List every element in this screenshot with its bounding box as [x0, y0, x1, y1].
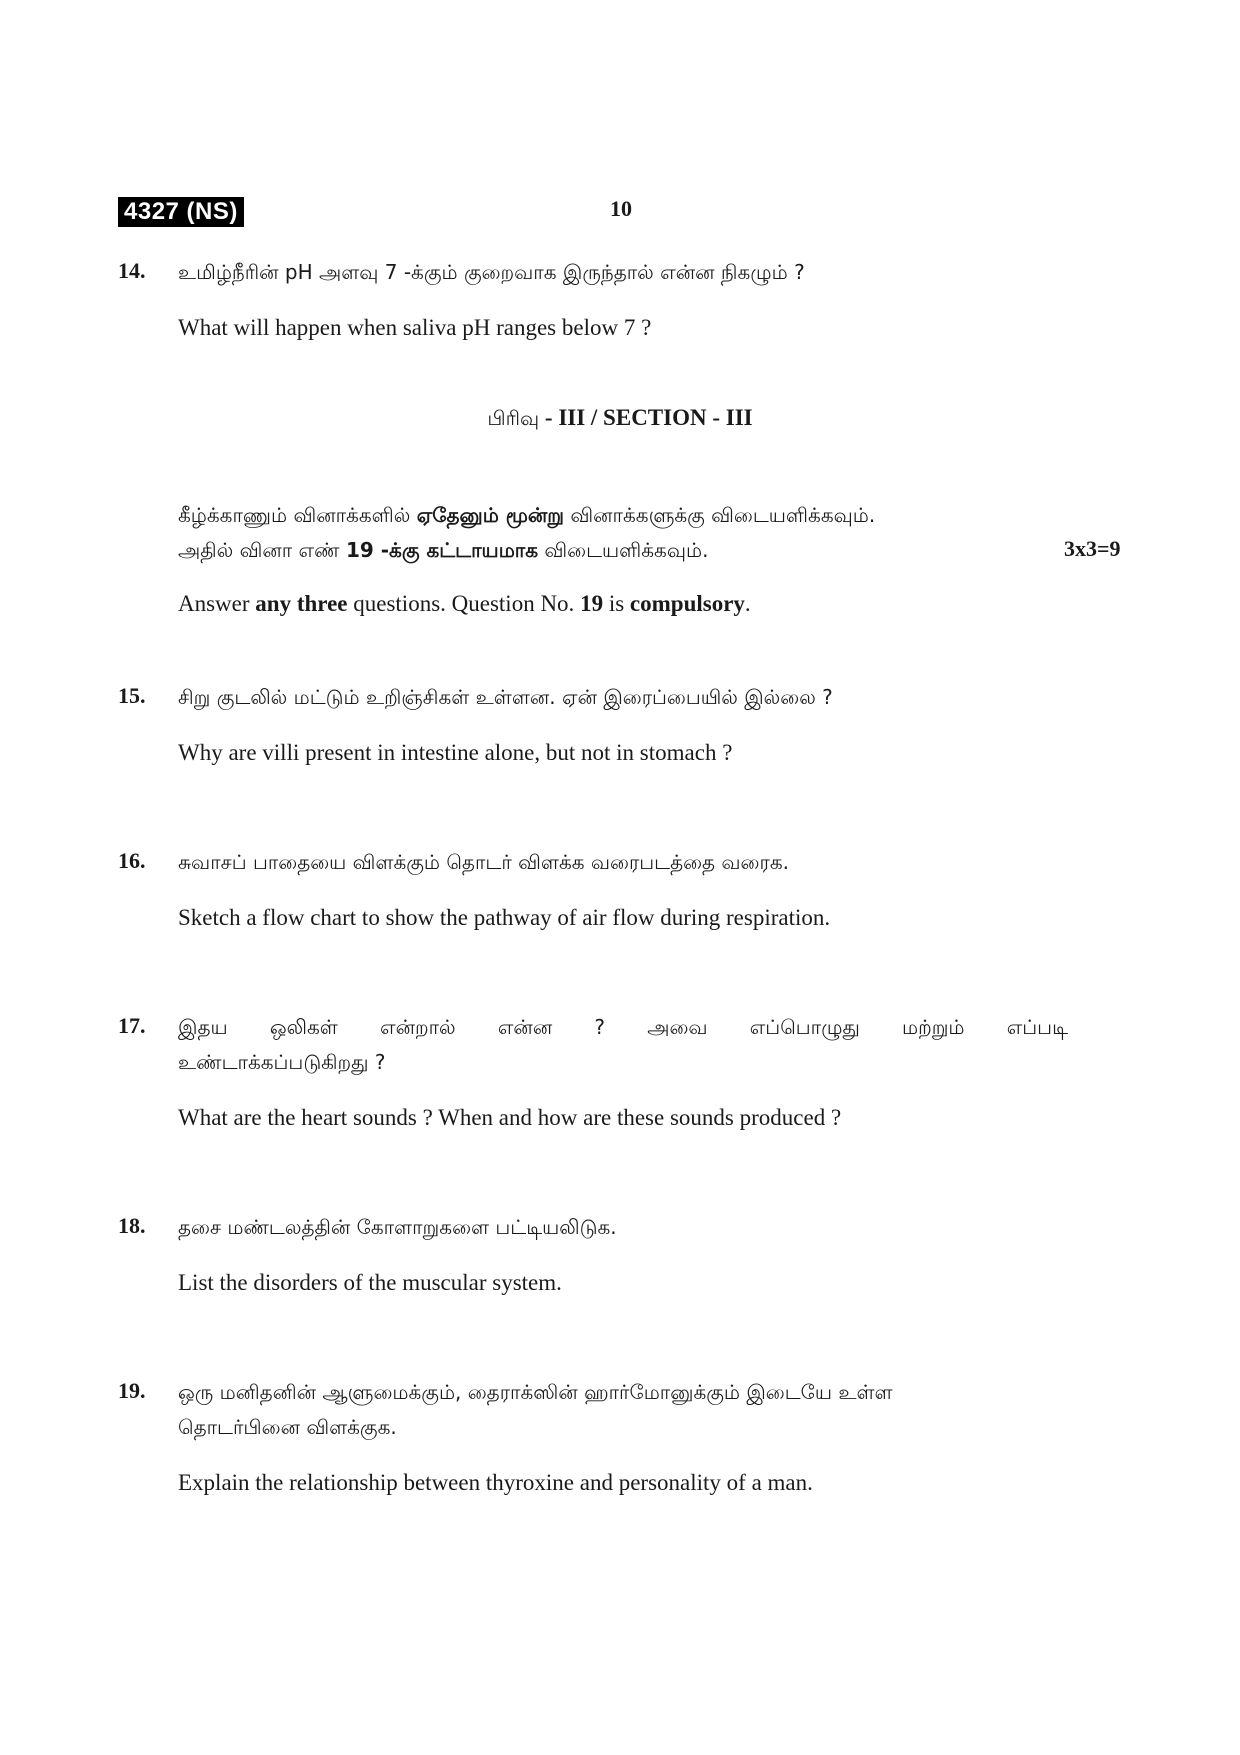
- instr-bold: compulsory: [629, 591, 745, 616]
- paper-code-badge: 4327 (NS): [118, 197, 244, 227]
- question-16-tamil: சுவாசப் பாதையை விளக்கும் தொடர் விளக்க வரைபடத்தை வரைக.: [178, 850, 789, 874]
- question-17-tamil-line-1: இதய ஒலிகள் என்றால் என்ன ? அவை எப்பொழுது மற்றும் எப்படி: [178, 1015, 1068, 1039]
- question-number-14: 14.: [118, 258, 146, 283]
- page-number: 10: [610, 196, 632, 221]
- question-number-16: 16.: [118, 848, 146, 873]
- section-heading-tamil: பிரிவு: [487, 406, 540, 430]
- instructions-english: [178, 588, 751, 620]
- question-17-tamil-line-2: உண்டாக்கப்படுகிறது ?: [178, 1050, 386, 1074]
- instructions-tamil-line-1: [178, 497, 875, 533]
- instr-bold-any-three: ஏதேனும் மூன்று: [416, 503, 565, 527]
- question-17-english: What are the heart sounds ? When and how are these sounds produced ?: [178, 1105, 842, 1130]
- question-19-english: Explain the relationship between thyroxine and personality of a man.: [178, 1470, 813, 1495]
- question-number-17: 17.: [118, 1013, 146, 1038]
- question-number-18: 18.: [118, 1213, 146, 1238]
- instr-bold: 19: [580, 591, 604, 616]
- question-19-tamil-line-2: தொடர்பினை விளக்குக.: [178, 1415, 397, 1439]
- question-19-tamil-line-1: ஒரு மனிதனின் ஆளுமைக்கும், தைராக்ஸின் ஹார்மோனுக்கும் இடையே உள்ள: [178, 1380, 893, 1404]
- question-15-english: Why are villi present in intestine alone, but not in stomach ?: [178, 740, 733, 765]
- instr-text: .: [744, 591, 751, 616]
- question-15-tamil: சிறு குடலில் மட்டும் உறிஞ்சிகள் உள்ளன. ஏன் இரைப்பையில் இல்லை ?: [178, 685, 833, 709]
- instr-text: questions. Question No.: [347, 591, 581, 616]
- section-heading: [0, 405, 1240, 433]
- question-14-english: What will happen when saliva pH ranges below 7 ?: [178, 315, 652, 340]
- instructions-tamil-line-2: [178, 532, 708, 568]
- section-heading-title: - III / SECTION - III: [539, 405, 753, 430]
- instr-bold: any three: [255, 591, 348, 616]
- instr-text: Answer: [178, 591, 256, 616]
- instr-text: is: [603, 591, 630, 616]
- instr-text: கீழ்க்காணும் வினாக்களில்: [178, 503, 417, 527]
- marks-allotment: 3x3=9: [1064, 536, 1121, 561]
- question-16-english: Sketch a flow chart to show the pathway of air flow during respiration.: [178, 905, 831, 930]
- question-18-tamil: தசை மண்டலத்தின் கோளாறுகளை பட்டியலிடுக.: [178, 1215, 617, 1239]
- question-number-15: 15.: [118, 683, 146, 708]
- instr-text: விடையளிக்கவும்.: [538, 538, 709, 562]
- question-number-19: 19.: [118, 1378, 146, 1403]
- instr-bold-compulsory: 19 -க்கு கட்டாயமாக: [345, 538, 539, 562]
- instr-text: வினாக்களுக்கு விடையளிக்கவும்.: [564, 503, 876, 527]
- instr-text: அதில் வினா எண்: [178, 538, 346, 562]
- question-14-tamil: உமிழ்நீரின் pH அளவு 7 -க்கும் குறைவாக இருந்தால் என்ன நிகழும் ?: [178, 260, 805, 284]
- question-18-english: List the disorders of the muscular system.: [178, 1270, 562, 1295]
